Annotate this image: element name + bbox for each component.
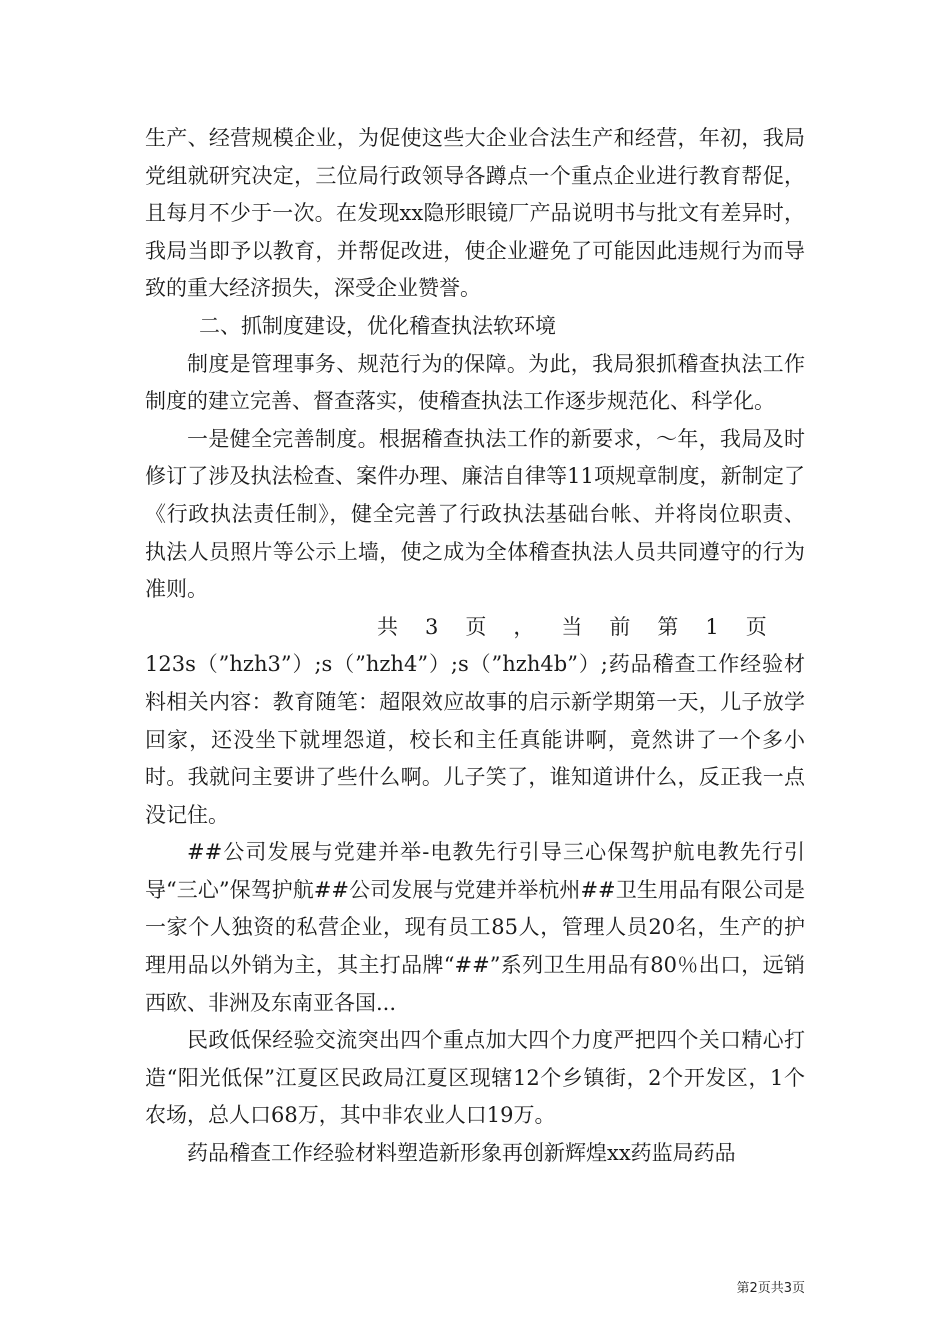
paragraph-company-party-building: ##公司发展与党建并举-电教先行引导三心保驾护航电教先行引导“三心”保驾护航##公司发展与党建并举杭州##卫生用品有限公司是一家个人独资的私营企业，现有员工85人，管理人员20名，生产的护理用品以外销为主，其主打品牌“##”系列卫生用品有80％出口，远销西欧、非洲及东南亚各国... — [145, 840, 805, 1015]
paragraph-civil-affairs: 民政低保经验交流突出四个重点加大四个力度严把四个关口精心打造“阳光低保”江夏区民政局江夏区现辖12个乡镇街，2个开发区，1个农场，总人口68万，其中非农业人口19万。 — [145, 1028, 805, 1128]
paragraph-system-guarantee: 制度是管理事务、规范行为的保障。为此，我局狠抓稽查执法工作制度的建立完善、督查落实，使稽查执法工作逐步规范化、科学化。 — [145, 351, 805, 414]
paragraph-improve-system: 一是健全完善制度。根据稽查执法工作的新要求，～年，我局及时修订了涉及执法检查、案件办理、廉洁自律等11项规章制度，新制定了《行政执法责任制》，健全完善了行政执法基础台帐、并将岗位职责、执法人员照片等公示上墙，使之成为全体稽查执法人员共同遵守的行为准则。 — [145, 426, 805, 602]
paragraph-enterprise-assistance: 生产、经营规模企业，为促使这些大企业合法生产和经营，年初，我局党组就研究决定，三位局行政领导各蹲点一个重点企业进行教育帮促，且每月不少于一次。在发现xx隐形眼镜厂产品说明书与批文有差异时，我局当即予以教育，并帮促改进，使企业避免了可能因此违规行为而导致的重大经济损失，深受企业赞誉。 — [145, 126, 805, 301]
document-body — [145, 120, 805, 1173]
footer-page-number: 第2页共3页 — [736, 1281, 805, 1296]
section-heading-system-building: 二、抓制度建设，优化稽查执法软环境 — [199, 313, 556, 338]
page-counter-line: 共3页，当前第1页 — [377, 614, 794, 639]
paragraph-related-content: 123s（”hzh3”）;s（”hzh4”）;s（”hzh4b”）;药品稽查工作经验材料相关内容：教育随笔：超限效应故事的启示新学期第一天，儿子放学回家，还没坐下就埋怨道，校长和主任真能讲啊，竟然讲了一个多小时。我就问主要讲了些什么啊。儿子笑了，谁知道讲什么，反正我一点没记住。 — [145, 652, 805, 827]
paragraph-drug-inspection: 药品稽查工作经验材料塑造新形象再创新辉煌xx药监局药品 — [187, 1141, 736, 1166]
